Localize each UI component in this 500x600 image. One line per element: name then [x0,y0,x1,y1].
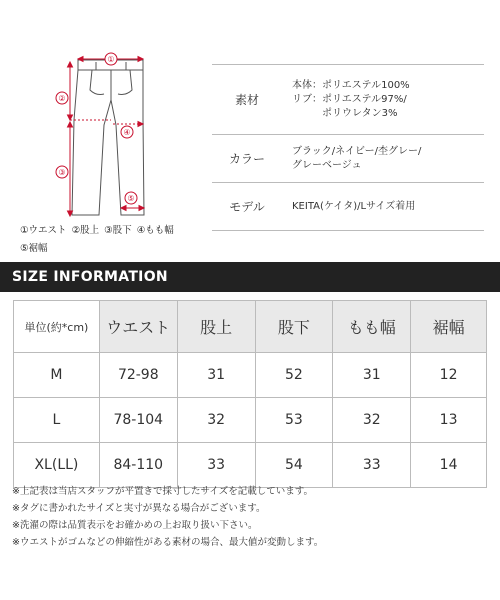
size-label: L [14,398,100,443]
table-row [14,443,487,488]
header-thigh: もも幅 [333,301,411,353]
table-row [14,398,487,443]
table-cell: 84-110 [99,443,177,488]
note-line: ※ウエストがゴムなどの伸縮性がある素材の場合、最大値が変動します。 [12,537,324,548]
spec-value-material [282,65,484,134]
legend-rise: ②股上 [71,225,100,236]
table-row [14,353,487,398]
marker-4: ④ [123,128,131,137]
marker-3: ③ [58,168,66,177]
spec-value-model [282,183,484,230]
table-cell: 53 [255,398,333,443]
inseam-measure [68,122,73,216]
spec-row-material [212,65,484,135]
size-notes [12,483,488,551]
size-table-header-row [14,301,487,353]
legend-thigh: ④もも幅 [136,225,174,236]
spec-value-color [282,135,484,182]
table-cell: 72-98 [99,353,177,398]
material-line: リブ：ポリエステル97%/ [292,93,407,105]
header-hem: 裾幅 [411,301,487,353]
measurement-legend [20,222,220,258]
pants-outline [72,60,144,215]
table-cell: 31 [177,353,255,398]
table-cell: 52 [255,353,333,398]
header-inseam: 股下 [255,301,333,353]
header-rise: 股上 [177,301,255,353]
table-cell: 32 [333,398,411,443]
color-line: ブラック/ネイビー/杢グレー/ [292,145,422,157]
table-cell: 33 [333,443,411,488]
legend-inseam: ③股下 [104,225,132,236]
pants-illustration [0,0,210,222]
spec-row-model [212,183,484,231]
note-line: ※タグに書かれたサイズと実寸が異なる場合がございます。 [12,503,266,514]
size-table [13,300,487,488]
rise-measure [68,62,112,120]
legend-waist: ①ウエスト [20,225,67,236]
table-cell: 31 [333,353,411,398]
spec-label-model: モデル [229,200,265,214]
marker-2: ② [58,94,66,103]
spec-label-color: カラー [228,152,265,166]
note-line: ※洗濯の際は品質表示をお確かめの上お取り扱い下さい。 [12,520,258,531]
size-label: XL(LL) [14,443,100,488]
note-line: ※上記表は当店スタッフが平置きで採寸したサイズを記載しています。 [12,486,313,497]
material-line: 本体：ポリエステル100% [292,79,410,91]
header-waist: ウエスト [99,301,177,353]
table-cell: 54 [255,443,333,488]
size-label: M [14,353,100,398]
table-cell: 32 [177,398,255,443]
table-cell: 78-104 [99,398,177,443]
spec-row-color [212,135,484,183]
model-line: KEITA(ケイタ)/Lサイズ着用 [292,200,416,212]
product-spec [212,64,484,231]
table-cell: 33 [177,443,255,488]
hem-measure [121,206,144,211]
table-cell: 13 [411,398,487,443]
size-information-banner: SIZE INFORMATION [0,262,500,292]
marker-5: ⑤ [127,194,135,203]
spec-label-material: 素材 [234,93,259,107]
marker-1: ① [107,55,115,64]
material-line: ポリウレタン3% [292,107,398,119]
legend-hem: ⑤裾幅 [20,243,48,254]
table-cell: 12 [411,353,487,398]
table-cell: 14 [411,443,487,488]
color-line: グレーベージュ [292,159,362,171]
unit-label: 単位(約*cm) [14,301,100,353]
